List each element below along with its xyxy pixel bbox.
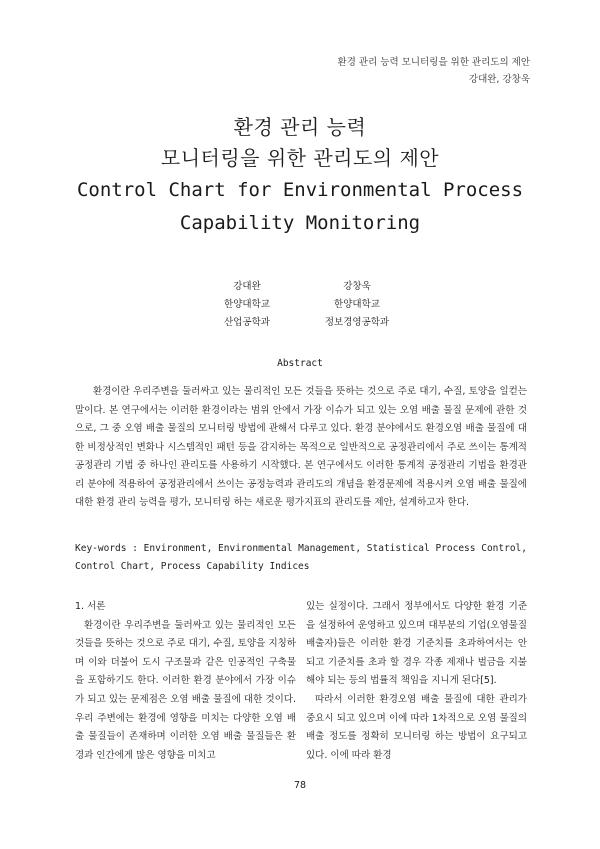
author-name: 강대완 bbox=[233, 281, 261, 292]
running-header-title: 환경 관리 능력 모니터링을 위한 관리도의 제안 bbox=[337, 57, 530, 68]
title-english-line2: Capability Monitoring bbox=[179, 212, 421, 234]
running-header-authors: 강대완, 강창욱 bbox=[468, 74, 530, 85]
body-column-left bbox=[75, 598, 296, 765]
title-korean-line2: 모니터링을 위한 관리도의 제안 bbox=[160, 146, 440, 170]
section-heading: 1. 서론 bbox=[75, 601, 106, 612]
author-affiliation: 한양대학교 bbox=[224, 299, 270, 310]
body-paragraph: 따라서 이러한 환경오염 배출 물질에 대한 관리가 중요시 되고 있으며 이에 따라 1차적으로 오염 물질의 배출 정도를 정확히 모니터링 하는 방법이 요구되고 있다. 이에 따라 환경 bbox=[306, 693, 527, 761]
running-header bbox=[338, 54, 530, 88]
body-column-right bbox=[306, 598, 527, 765]
abstract-heading: Abstract bbox=[277, 358, 323, 369]
author-affiliation: 한양대학교 bbox=[334, 299, 380, 310]
body-paragraph: 있는 실정이다. 그래서 정부에서도 다양한 환경 기준을 설정하여 운영하고 있으며 대부분의 기업(오염물질 배출자)들은 이러한 환경 기준치를 초과하여서는 안 되고 기준치를 초과 할 경우 각종 제재나 벌금을 지불해야 되는 등의 법률적 책임을 지니게 된다[5]. bbox=[306, 601, 527, 687]
title-korean-line1: 환경 관리 능력 bbox=[233, 115, 367, 139]
author-department: 산업공학과 bbox=[224, 317, 270, 328]
title-english-line1: Control Chart for Environmental Process bbox=[76, 179, 524, 201]
body-paragraph: 환경이란 우리주변을 둘러싸고 있는 물리적인 모든 것들을 뜻하는 것으로 주로 대기, 수질, 토양을 지칭하며 이와 더불어 도시 구조물과 같은 인공적인 구축물을 포함하기도 한다. 이러한 환경 분야에서 가장 이슈가 되고 있는 문제점은 오염 배출 물질에 대한 것이다. 우리 주변에는 환경에 영향을 미치는 다양한 오염 배출 물질들이 존재하며 이러한 오염 배출 물질들은 환경과 인간에게 많은 영향을 미치고 bbox=[75, 619, 296, 761]
page-number: 78 bbox=[293, 780, 307, 791]
abstract-body: 환경이란 우리주변을 둘러싸고 있는 물리적인 모든 것들을 뜻하는 것으로 주로 대기, 수질, 토양을 일컫는 말이다. 본 연구에서는 이러한 환경이라는 범위 안에서 가장 이슈가 되고 있는 오염 배출 물질 문제에 관한 것으로, 그 중 오염 배출 물질의 모니터링 방법에 관해서 다루고 있다. 환경 분야에서도 환경오염 배출 물질에 대한 비정상적인 변화나 시스템적인 패턴 등을 감지하는 목적으로 일반적으로 공정관리에서 주로 쓰이는 통계적 공정관리 기법 중 하나인 관리도를 사용하기 시작했다. 본 연구에서도 이러한 통계적 공정관리 기법을 환경관리 분야에 적용하여 공정관리에서 쓰이는 공정능력과 관리도의 개념을 환경문제에 적용시켜 오염 배출 물질에 대한 환경 관리 능력을 평가, 모니터링 하는 새로운 평가지표의 관리도를 제안, 설계하고자 한다. bbox=[75, 386, 527, 508]
keywords: Key-words : Environment, Environmental Management, Statistical Process Control, Control Chart, Process Capability Indices bbox=[75, 543, 527, 572]
author-2 bbox=[287, 278, 427, 332]
author-name: 강창욱 bbox=[343, 281, 371, 292]
paper-title bbox=[0, 112, 600, 240]
author-department: 정보경영공학과 bbox=[324, 317, 390, 328]
